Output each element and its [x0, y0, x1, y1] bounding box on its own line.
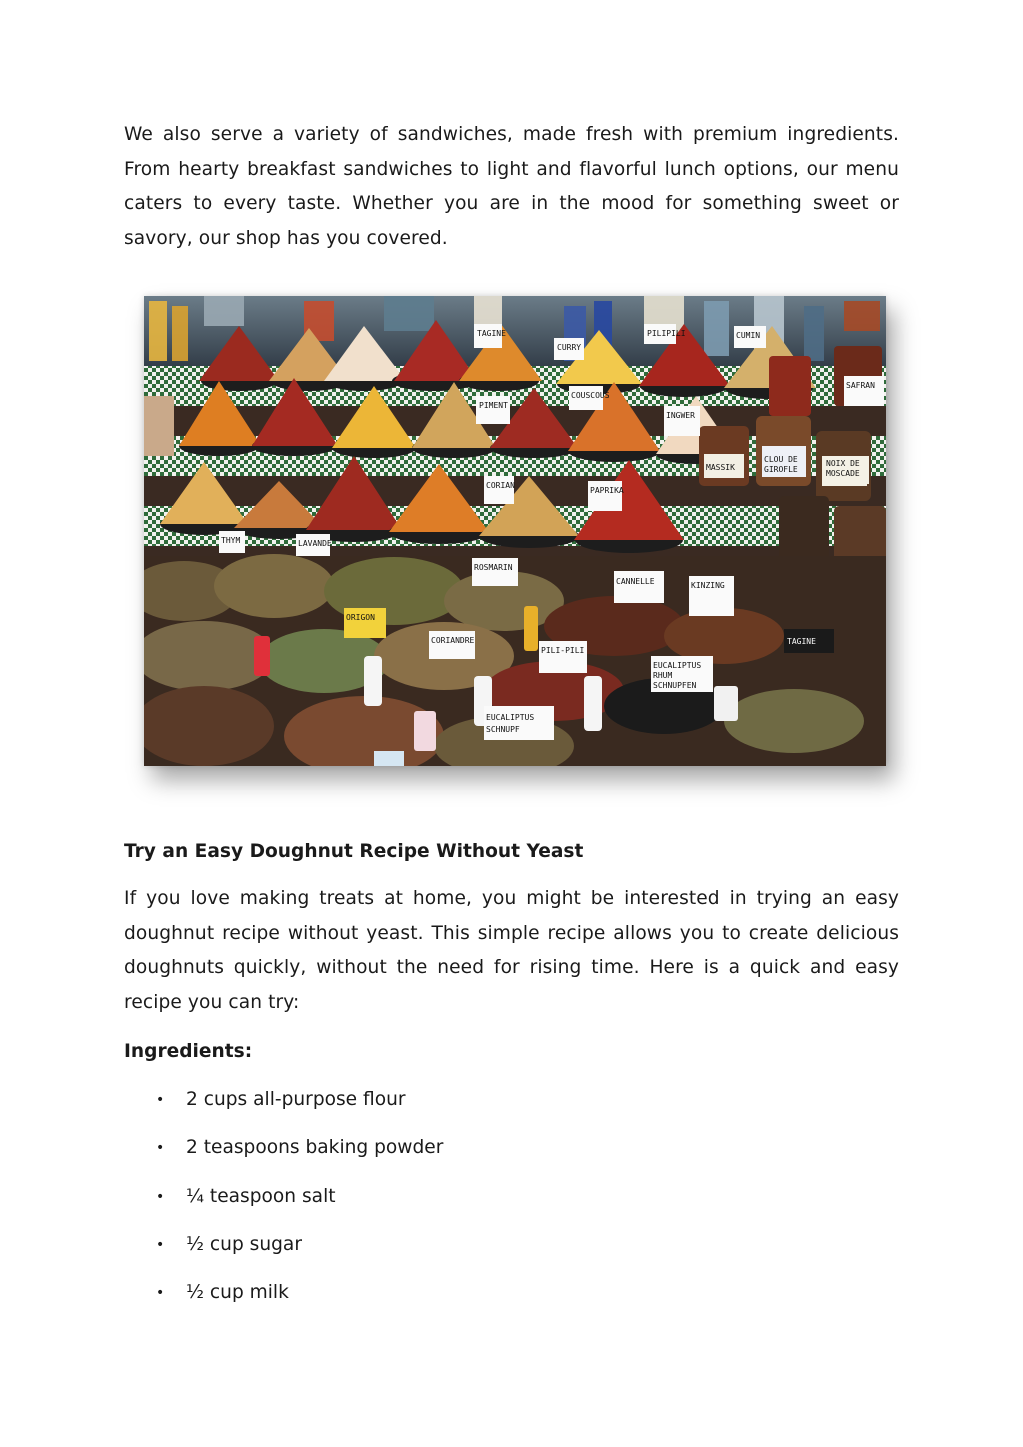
list-item — [124, 1231, 443, 1279]
list-item — [124, 1086, 443, 1134]
bullet-icon: • — [156, 1092, 165, 1108]
svg-text:PAPRIKA: PAPRIKA — [590, 486, 624, 495]
svg-text:EUCALIPTUS: EUCALIPTUS — [486, 713, 535, 722]
svg-text:RHUM: RHUM — [653, 671, 673, 680]
svg-text:SCHNUPF: SCHNUPF — [486, 725, 520, 734]
svg-text:ROSMARIN: ROSMARIN — [474, 563, 513, 572]
svg-text:ORIGON: ORIGON — [346, 613, 375, 622]
svg-text:PILIPILI: PILIPILI — [647, 329, 686, 338]
svg-text:NOIX DE: NOIX DE — [826, 459, 860, 468]
ingredient-text: 2 cups all-purpose flour — [186, 1089, 406, 1110]
list-item — [124, 1279, 443, 1327]
svg-text:PILI-PILI: PILI-PILI — [541, 646, 585, 655]
svg-text:CORIANDRE: CORIANDRE — [431, 636, 475, 645]
svg-text:SAFRAN: SAFRAN — [846, 381, 875, 390]
ingredients-heading: Ingredients: — [124, 1041, 253, 1062]
ingredient-text: ½ cup sugar — [186, 1233, 302, 1255]
svg-text:CLOU DE: CLOU DE — [764, 455, 798, 464]
svg-text:CURRY: CURRY — [557, 343, 582, 352]
bullet-icon: • — [156, 1285, 165, 1302]
svg-text:MASSIK: MASSIK — [706, 463, 735, 472]
svg-text:SCHNUPFEN: SCHNUPFEN — [653, 681, 697, 690]
svg-text:THYM: THYM — [221, 536, 241, 545]
recipe-intro-paragraph: If you love making treats at home, you might be interested in trying an easy doughnut recipe without yeast. This simple recipe allows you to create delicious doughnuts quickly, without the need for rising time. Here is a quick and easy recipe you can try: — [124, 888, 899, 1013]
svg-text:CANNELLE: CANNELLE — [616, 577, 655, 586]
bullet-icon: • — [156, 1188, 165, 1205]
svg-text:TAGINE: TAGINE — [477, 329, 506, 338]
list-item — [124, 1183, 443, 1231]
ingredient-text: ¼ teaspoon salt — [186, 1185, 336, 1207]
bullet-icon: • — [156, 1140, 165, 1157]
spice-market-photo — [144, 296, 886, 766]
svg-text:LAVANDE: LAVANDE — [298, 539, 332, 548]
svg-text:EUCALIPTUS: EUCALIPTUS — [653, 661, 702, 670]
ingredient-text: ½ cup milk — [186, 1282, 289, 1304]
list-item — [124, 1134, 443, 1182]
bullet-icon: • — [156, 1236, 165, 1253]
svg-text:GIROFLE: GIROFLE — [764, 465, 798, 474]
section-heading: Try an Easy Doughnut Recipe Without Yeast — [124, 841, 584, 862]
svg-text:INGWER: INGWER — [666, 411, 695, 420]
ingredient-text: 2 teaspoons baking powder — [186, 1137, 444, 1159]
svg-text:CORIAN: CORIAN — [486, 481, 515, 490]
ingredients-list — [124, 1086, 443, 1327]
intro-paragraph: We also serve a variety of sandwiches, made fresh with premium ingredients. From hearty breakfast sandwiches to light and flavorful lunch options, our menu caters to every taste. Whether you are in the mood for something sweet or savory, our shop has you covered. — [124, 124, 899, 249]
svg-text:TAGINE: TAGINE — [787, 637, 816, 646]
svg-text:PIMENT: PIMENT — [479, 401, 508, 410]
svg-text:CUMIN: CUMIN — [736, 331, 761, 340]
svg-text:COUSCOUS: COUSCOUS — [571, 391, 610, 400]
svg-text:KINZING: KINZING — [691, 581, 725, 590]
svg-text:MOSCADE: MOSCADE — [826, 469, 860, 478]
